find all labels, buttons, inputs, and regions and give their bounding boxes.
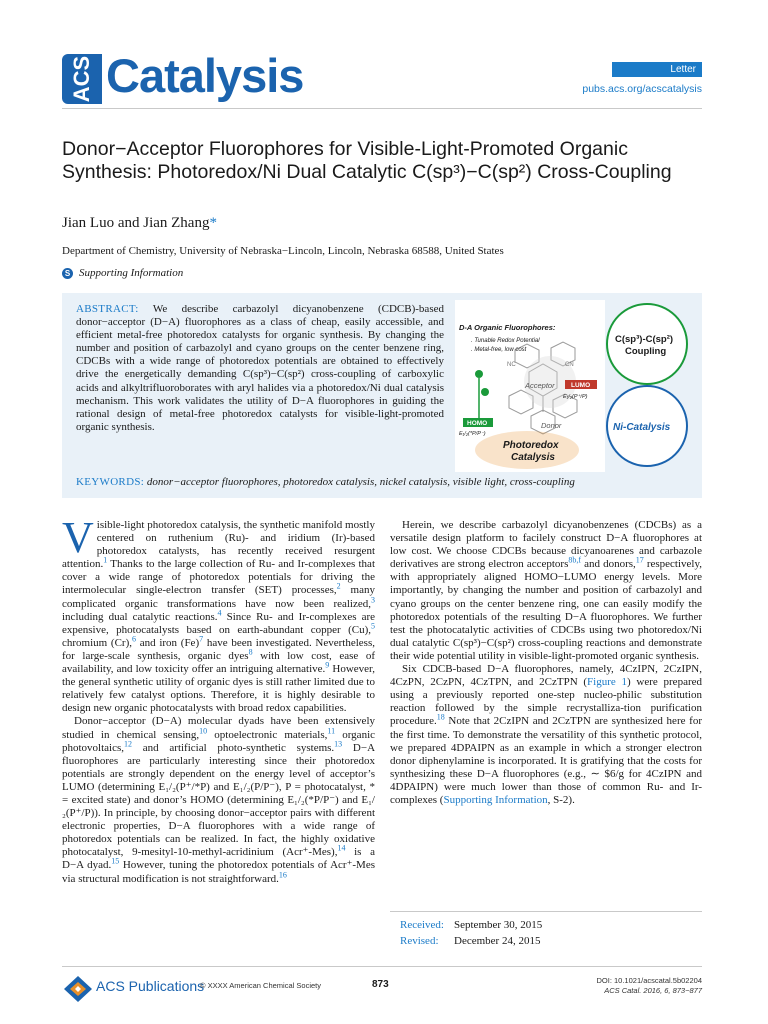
keywords-label: KEYWORDS: [76, 476, 145, 488]
citation-link[interactable]: 10 [199, 725, 208, 735]
copyright-notice: © XXXX American Chemical Society [200, 981, 321, 990]
figure-link[interactable]: Figure 1 [587, 676, 628, 689]
citation-link[interactable]: 17 [635, 555, 644, 565]
publisher-name[interactable]: ACS Publications [96, 978, 205, 994]
toc-acceptor-label: Acceptor [525, 381, 555, 390]
body-left-column [62, 513, 376, 886]
citation-link[interactable]: 12 [124, 738, 133, 748]
page-number: 873 [372, 979, 389, 990]
body-paragraph: Herein, we describe carbazolyl dicyanobenzenes (CDCBs) as a versatile design platform to facilely construct D−A fluorophores at low cost. We choose CDCBs because dicyanoarenes and carbazole derivatives are strong electron acceptors$^{8b,f}$ and donors,$^{17}$ respectively, with appropriately aligned HOMO−LUMO energy levels. More importantly, by changing the number and position of carbazolyl and cyano groups on the center benzene ring, one can easily modify the photoredox potentials of the resulting D−A fluorophores. We further test the photocatalytic activities of CDCBs using two photoredox/Ni dual catalytic C(sp³)−C(sp²) cross-coupling reactions and demonstrate their wide potential utility in visible-light-promoted organic synthesis. [390, 519, 703, 662]
lumo-label: LUMO [571, 382, 591, 389]
dates-divider [390, 911, 702, 912]
revised-label: Revised: [400, 935, 439, 947]
abstract-label: ABSTRACT: [76, 303, 139, 315]
citation-link[interactable]: 2 [336, 581, 341, 591]
journal-name: Catalysis [106, 49, 304, 102]
coupling-bond-label: C(sp³)-C(sp²) [615, 334, 674, 345]
toc-nc-label: NC [507, 362, 516, 368]
revised-date: December 24, 2015 [454, 935, 541, 947]
author-list [62, 215, 217, 232]
body-right-column [390, 519, 702, 807]
journal-citation: ACS Catal. 2016, 6, 873−877 [604, 986, 702, 995]
citation-link[interactable]: 1 [103, 555, 108, 565]
supporting-info-label: Supporting Information [79, 267, 184, 279]
citation-link[interactable]: 14 [337, 843, 346, 853]
acs-logo-block: ACS [62, 54, 102, 104]
homo-label: HOMO [467, 420, 488, 427]
citation-link[interactable]: 5 [371, 621, 375, 631]
article-type-badge: Letter [612, 62, 702, 77]
coupling-label: Coupling [625, 346, 667, 357]
doi-citation [500, 976, 702, 996]
citation-link[interactable]: 16 [278, 869, 287, 879]
citation-link[interactable]: 18 [436, 712, 445, 722]
affiliation: Department of Chemistry, University of Nebraska−Lincoln, Lincoln, Nebraska 68588, United States [62, 245, 504, 257]
abstract-body: We describe carbazolyl dicyanobenzene (CDCB)-based donor−acceptor (D−A) fluorophores as a class of cheap, easily accessible, and efficient metal-free photoredox catalysts for organic synthesis. By changing the number and position of carbazolyl and cyano groups on the center benzene ring, CDCBs with a wide range of photoredox potentials are obtained to effectively drive the energetically demanding C(sp³)−C(sp²) cross-coupling of carboxylic acids and alkyltrifluoroborates with aryl halides via a photoredox/Ni dual catalysis mechanism. This work validates the utility of D−A fluorophores in guiding the rational design of metal-free photoredox catalysts for visible-light-promoted organic synthesis. [76, 303, 444, 433]
toc-donor-label: Donor [541, 421, 562, 430]
citation-link[interactable]: 7 [199, 634, 204, 644]
toc-graphic [455, 300, 695, 472]
received-label: Received: [400, 919, 444, 931]
citation-link[interactable]: 8 [248, 647, 253, 657]
toc-bullet-1: . Tunable Redox Potential [471, 338, 540, 344]
lumo-potential: E₁/₂(P⁺/P) [563, 394, 588, 400]
body-paragraph: Six CDCB-based D−A fluorophores, namely, 4CzIPN, 2CzIPN, 4CzPN, 2CzPN, 4CzTPN, and 2CzTPN (Figure 1) were prepared using a previously reported one-step nucleo-philic substitution reaction followed by the simple recrystalliza-tion purification procedure.$^{18}$ Note that 2CzIPN and 2CzTPN are synthesized here for the first time. To demonstrate the versatility of this synthetic protocol, we prepared 4DPAIPN as an example in which a stronger electron donor diphenylamine is incorporated. It is gratifying that the costs for synthesizing these D−A fluorophores (e.g., ∼ $6/g for 4CzIPN and 4DPAIPN) were much lower than those of common Ru- and Ir-complexes (Supporting Information, S-2). [390, 663, 702, 806]
publication-dates [400, 917, 542, 949]
doi-link[interactable]: DOI: 10.1021/acscatal.5b02204 [596, 976, 702, 985]
supporting-information-link[interactable] [62, 267, 183, 279]
photoredox-label: Photoredox [503, 440, 559, 451]
body-paragraph: Donor−acceptor (D−A) molecular dyads have been extensively studied in chemical sensing,$^{10}$ optoelectronic materials,$^{11}$ organic photovoltaics,$^{12}$ and artificial photo-synthetic systems.$^{13}$ D−A fluorophores are particularly interesting since their photoredox potentials are strongly dependent on the energy level of acceptor’s LUMO (determining E₁/₂(P⁺/*P) and E₁/₂(P/P⁻), P = photocatalyst, * = excited state) and donor’s HOMO (determining E₁/₂(*P/P⁻) and E₁/₂(P⁺/P)). In principle, by choosing donor−acceptor pairs with different electronic properties, D−A fluorophores with a wide range of photoredox potentials can be realized. In fact, the highly oxidative photocatalyst, 9-mesityl-10-methyl-acridinium (Acr⁺-Mes),$^{14}$ is a D−A dyad.$^{15}$ However, tuning the photoredox potentials of Acr⁺-Mes via structural modification is not straightforward.$^{16}$ [62, 715, 376, 885]
citation-link[interactable]: 8b,f [568, 555, 582, 565]
electron-icon [481, 388, 489, 396]
toc-bullet-2: . Metal-free, low cost [471, 347, 527, 353]
author-names: Jian Luo and Jian Zhang [62, 215, 210, 231]
citation-link[interactable]: 11 [327, 725, 336, 735]
citation-link[interactable]: 13 [334, 738, 343, 748]
supporting-info-icon: S [62, 268, 73, 279]
citation-link[interactable]: 6 [132, 634, 137, 644]
abstract [76, 303, 444, 434]
drop-cap: V [62, 513, 94, 562]
citation-link[interactable]: 15 [111, 856, 120, 866]
journal-url-link[interactable]: pubs.acs.org/acscatalysis [582, 83, 702, 95]
footer-divider [62, 966, 702, 967]
homo-potential: E₁/₂(*P/P⁻) [459, 431, 486, 437]
catalysis-label: Catalysis [511, 452, 555, 463]
keywords [76, 476, 696, 488]
toc-cn-label: CN [565, 362, 574, 368]
corresponding-author-mark[interactable]: * [209, 215, 217, 231]
ni-catalysis-label: Ni-Catalysis [613, 422, 671, 433]
revised-row [400, 933, 542, 949]
journal-logo[interactable] [62, 49, 304, 104]
citation-link[interactable]: 4 [217, 608, 222, 617]
keywords-list: donor−acceptor fluorophores, photoredox catalysis, nickel catalysis, visible light, cross-coupling [146, 476, 575, 488]
supporting-info-inline-link[interactable]: Supporting Information [443, 793, 548, 806]
citation-link[interactable]: 9 [325, 660, 330, 670]
toc-heading: D-A Organic Fluorophores: [459, 323, 556, 332]
header-divider [62, 108, 702, 109]
body-paragraph: Visible-light photoredox catalysis, the synthetic manifold mostly centered on ruthenium (Ru)- and iridium (Ir)-based photoredox catalysts, has recently received resurgent attention.$^1$ Thanks to the large collection of Ru- and Ir-complexes that cover a wide range of photoredox potentials for driving the intermolecular single-electron transfer (SET) processes,$^2$ many complicated organic transformations have now been realized,$^3$ including dual catalytic reactions.$^4$ Since Ru- and Ir-complexes are expensive, photocatalysts based on earth-abundant copper (Cu),$^5$ chromium (Cr),$^6$ and iron (Fe)$^7$ have been investigated. Nevertheless, for large-scale synthesis, organic dyes$^8$ with low cost, ease of availability, and low toxicity offer an intriguing alternative.$^9$ However, the general synthetic utility of organic dyes is still rather limited due to relatively few catalyst options. Therefore, it is highly desirable to design new organic photocatalysts with broad redox capabilities. [62, 513, 376, 715]
received-date: September 30, 2015 [454, 919, 543, 931]
received-row [400, 917, 542, 933]
citation-link[interactable]: 3 [371, 594, 375, 604]
electron-icon [475, 370, 483, 378]
article-title: Donor−Acceptor Fluorophores for Visible-Light-Promoted Organic Synthesis: Photoredox/Ni Dual Catalytic C(sp³)−C(sp²) Cross-Coupling [62, 138, 672, 183]
